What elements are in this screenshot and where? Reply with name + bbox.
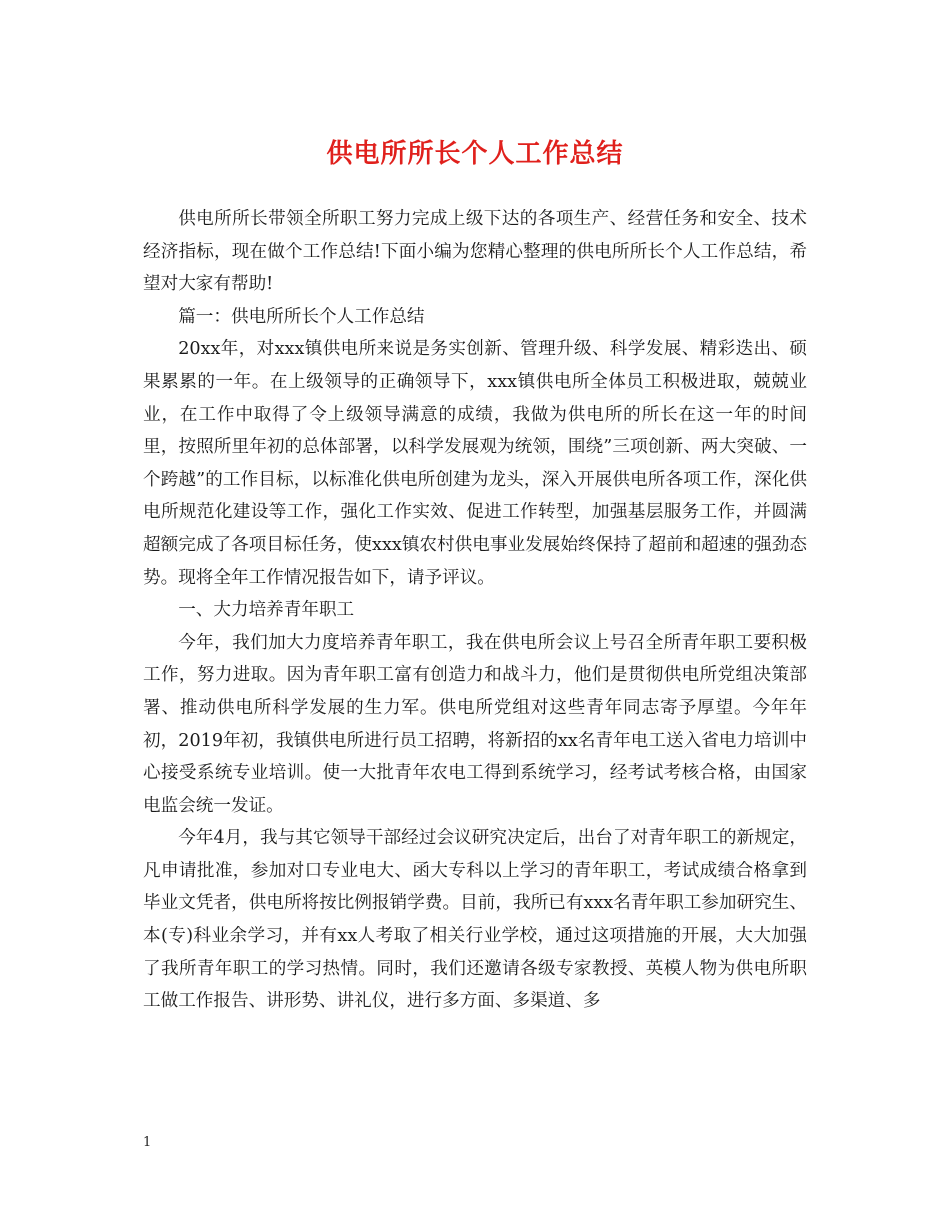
paragraph-april-policy: 今年4月，我与其它领导干部经过会议研究决定后，出台了对青年职工的新规定，凡申请批准，参加对口专业电大、函大专科以上学习的青年职工，考试成绩合格拿到毕业文凭者，供电所将按比例报销学费。目前，我所已有xxx名青年职工参加研究生、本(专)科业余学习，并有xx人考取了相关行业学校，通过这项措施的开展，大大加强了我所青年职工的学习热情。同时，我们还邀请各级专家教授、英模人物为供电所职工做工作报告、讲形势、讲礼仪，进行多方面、多渠道、多 — [143, 828, 807, 1012]
paragraph-section-heading: 篇一：供电所所长个人工作总结 — [178, 306, 425, 327]
paragraph-intro: 供电所所长带领全所职工努力完成上级下达的各项生产、经营任务和安全、技术经济指标，现在做个工作总结!下面小编为您精心整理的供电所所长个人工作总结，希望对大家有帮助! — [143, 209, 807, 295]
document-body — [143, 203, 807, 1018]
document-title: 供电所所长个人工作总结 — [326, 139, 624, 169]
page-number: 1 — [143, 1135, 152, 1150]
paragraph-overview: 20xx年，对xxx镇供电所来说是务实创新、管理升级、科学发展、精彩迭出、硕果累累的一年。在上级领导的正确领导下，xxx镇供电所全体员工积极进取，兢兢业业，在工作中取得了令上级领导满意的成绩，我做为供电所的所长在这一年的时间里，按照所里年初的总体部署，以科学发展观为统领，围绕”三项创新、两大突破、一个跨越”的工作目标，以标准化供电所创建为龙头，深入开展供电所各项工作，深化供电所规范化建设等工作，强化工作实效、促进工作转型，加强基层服务工作，并圆满超额完成了各项目标任务，使xxx镇农村供电事业发展始终保持了超前和超速的强劲态势。现将全年工作情况报告如下，请予评议。 — [143, 339, 807, 588]
paragraph-subheading: 一、大力培养青年职工 — [178, 600, 355, 621]
paragraph-youth-training: 今年，我们加大力度培养青年职工，我在供电所会议上号召全所青年职工要积极工作，努力进取。因为青年职工富有创造力和战斗力，他们是贯彻供电所党组决策部署、推动供电所科学发展的生力军。供电所党组对这些青年同志寄予厚望。今年年初，2019年初，我镇供电所进行员工招聘，将新招的xx名青年电工送入省电力培训中心接受系统专业培训。使一大批青年农电工得到系统学习，经考试考核合格，由国家电监会统一发证。 — [143, 632, 807, 816]
